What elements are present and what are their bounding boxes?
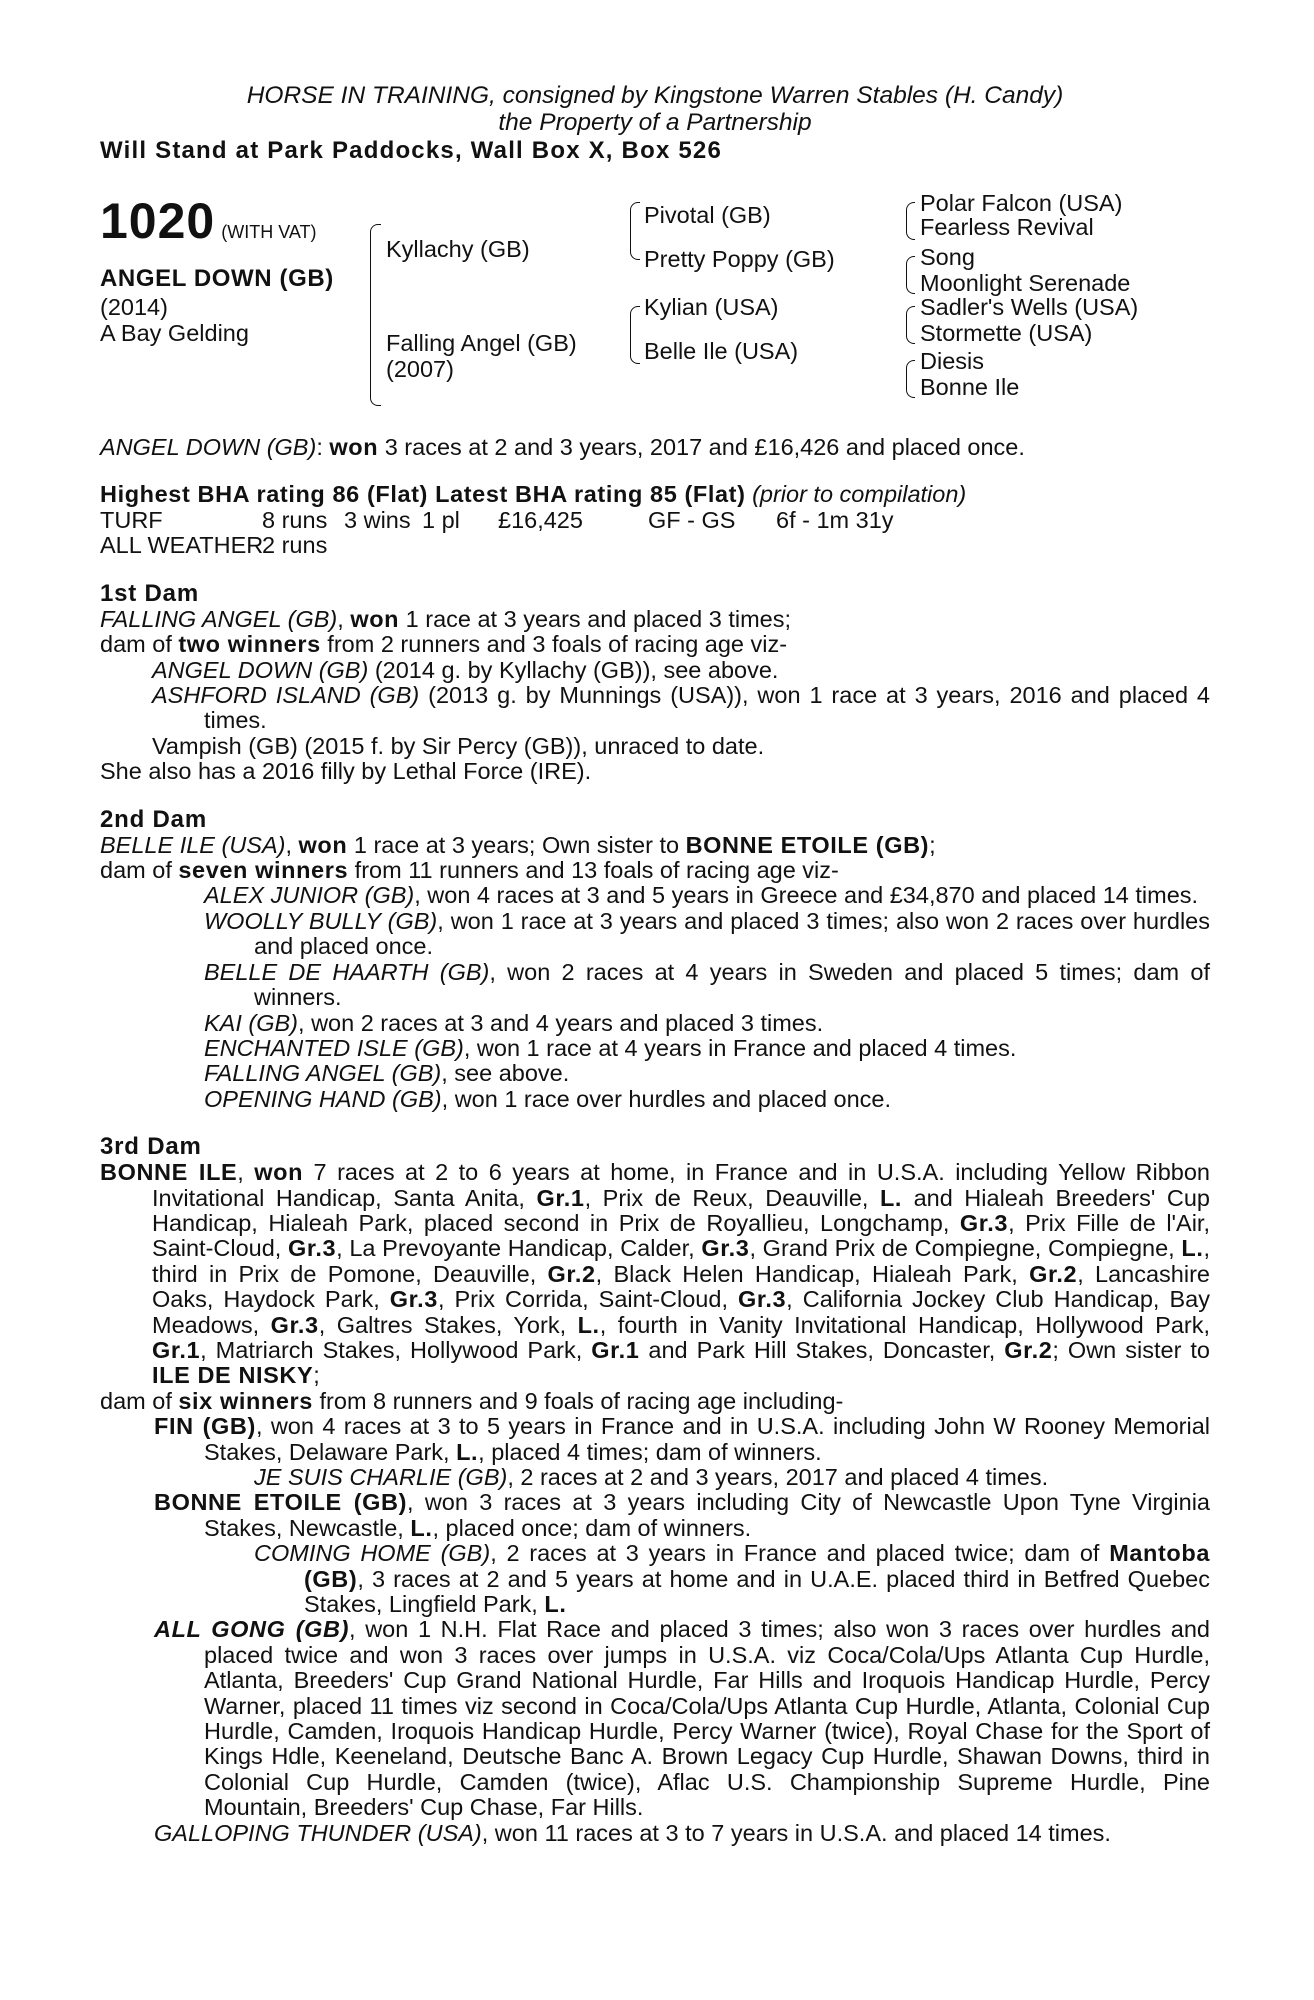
sire-dam: Pretty Poppy (GB) <box>644 246 835 272</box>
third-dam-produce-summary: dam of six winners from 8 runners and 9 foals of racing age including- <box>100 1387 844 1414</box>
turf-going: GF - GS <box>648 506 736 533</box>
brace-gen3-d <box>906 360 915 398</box>
produce-entry: ALL GONG (GB), won 1 N.H. Flat Race and placed 3 times; also won 3 races over hurdles and placed twice and won 3 races over jumps in U.S.A. viz Coca/Cola/Ups Atlanta Cup Hurdle, Atlanta, Breeders' Cup Grand National Hurdle, Far Hills and Iroquois Handicap Hurdle, Percy Warner, placed 11 times viz second in Coca/Cola/Ups Atlanta Cup Hurdle, Atlanta, Colonial Cup Hurdle, Camden, Iroquois Handicap Hurdle, Percy Warner (twice), Royal Chase for the Sport of Kings Hdle, Keeneland, Deutsche Banc A. Brown Legacy Cup Hurdle, Shawan Downs, third in Colonial Cup Hurdle, Camden (twice), Aflac U.S. Championship Supreme Hurdle, Pine Mountain, Breeders' Cup Chase, Far Hills. <box>154 1616 1210 1821</box>
horse-description: A Bay Gelding <box>100 320 249 346</box>
form-stats <box>100 508 1210 559</box>
lot-heading <box>100 193 317 249</box>
vat-note: (WITH VAT) <box>221 222 317 242</box>
brace-gen3-a <box>906 202 915 240</box>
property-line: the Property of a Partnership <box>498 109 812 136</box>
gg-1: Polar Falcon (USA) <box>920 190 1123 216</box>
sire-sire: Pivotal (GB) <box>644 202 771 228</box>
turf-placed: 1 pl <box>422 506 460 533</box>
produce-entry: BELLE DE HAARTH (GB), won 2 races at 4 years in Sweden and placed 5 times; dam of winners. <box>204 958 1210 1011</box>
stand-location-line: Will Stand at Park Paddocks, Wall Box X, Box 526 <box>100 137 722 164</box>
produce-entry: BONNE ETOILE (GB), won 3 races at 3 years including City of Newcastle Upon Tyne Virginia Stakes, Newcastle, L., placed once; dam of winners. <box>154 1489 1210 1541</box>
produce-entry: WOOLLY BULLY (GB), won 1 race at 3 years and placed 3 times; also won 2 races over hurdles and placed once. <box>204 907 1210 960</box>
first-dam-section <box>100 607 1210 785</box>
consignor-line: HORSE IN TRAINING, consigned by Kingstone Warren Stables (H. Candy) <box>246 82 1064 109</box>
third-dam-record: BONNE ILE, won 7 races at 2 to 6 years at home, in France and in U.S.A. including Yellow Ribbon Invitational Handicap, Santa Anita, Gr.1, Prix de Reux, Deauville, L. and Hialeah Breeders' Cup Handicap, Hialeah Park, placed second in Prix de Royallieu, Longchamp, Gr.3, Prix Fille de l'Air, Saint-Cloud, Gr.3, La Prevoyante Handicap, Calder, Gr.3, Grand Prix de Compiegne, Compiegne, L., third in Prix de Pomone, Deauville, Gr.2, Black Helen Handicap, Hialeah Park, Gr.2, Lancashire Oaks, Haydock Park, Gr.3, Prix Corrida, Saint-Cloud, Gr.3, California Jockey Club Handicap, Bay Meadows, Gr.3, Galtres Stakes, York, L., fourth in Vanity Invitational Handicap, Hollywood Park, Gr.1, Matriarch Stakes, Hollywood Park, Gr.1 and Park Hill Stakes, Doncaster, Gr.2; Own sister to ILE DE NISKY; <box>100 1159 1211 1389</box>
dam-dam: Belle Ile (USA) <box>644 338 799 364</box>
bha-rating: Highest BHA rating 86 (Flat) Latest BHA rating 85 (Flat) <box>100 481 746 508</box>
second-dam-produce-summary: dam of seven winners from 11 runners and 13 foals of racing age viz- <box>100 857 839 884</box>
produce-entry: FALLING ANGEL (GB), see above. <box>204 1060 570 1087</box>
produce-note: She also has a 2016 filly by Lethal Force (IRE). <box>100 758 592 785</box>
gg-2: Fearless Revival <box>920 214 1094 240</box>
brace-gen2-dam <box>630 306 640 364</box>
dam: Falling Angel (GB) <box>386 330 577 356</box>
brace-gen3-b <box>906 256 915 294</box>
produce-entry: KAI (GB), won 2 races at 3 and 4 years and placed 3 times. <box>204 1009 824 1036</box>
turf-label: TURF <box>100 506 163 533</box>
produce-entry: ALEX JUNIOR (GB), won 4 races at 3 and 5 years in Greece and £34,870 and placed 14 times. <box>204 882 1199 909</box>
produce-entry: GALLOPING THUNDER (USA), won 11 races at 3 to 7 years in U.S.A. and placed 14 times. <box>154 1819 1111 1846</box>
horse-year: (2014) <box>100 294 168 320</box>
race-summary: ANGEL DOWN (GB): won 3 races at 2 and 3 years, 2017 and £16,426 and placed once. <box>100 434 1025 460</box>
gg-7: Diesis <box>920 348 984 374</box>
second-dam-heading: 2nd Dam <box>100 805 207 833</box>
turf-runs: 8 runs <box>262 506 328 533</box>
first-dam-record: FALLING ANGEL (GB), won 1 race at 3 years and placed 3 times; <box>100 605 791 632</box>
produce-entry: OPENING HAND (GB), won 1 race over hurdles and placed once. <box>204 1085 892 1112</box>
brace-gen2-sire <box>630 202 640 260</box>
second-dam-section <box>100 833 1210 1112</box>
brace-gen1 <box>370 224 381 406</box>
rating-note: (prior to compilation) <box>752 481 967 508</box>
gg-6: Stormette (USA) <box>920 320 1093 346</box>
rating-line <box>100 482 1210 507</box>
grand-produce-entry: JE SUIS CHARLIE (GB), 2 races at 2 and 3 years, 2017 and placed 4 times. <box>254 1464 1049 1490</box>
first-dam-produce-summary: dam of two winners from 2 runners and 3 foals of racing age viz- <box>100 631 788 658</box>
produce-entry: ENCHANTED ISLE (GB), won 1 race at 4 years in France and placed 4 times. <box>204 1034 1017 1061</box>
produce-entry: Vampish (GB) (2015 f. by Sir Percy (GB)), unraced to date. <box>152 732 765 759</box>
lot-number: 1020 <box>100 193 216 249</box>
gg-8: Bonne Ile <box>920 374 1020 400</box>
grand-produce-entry: COMING HOME (GB), 2 races at 3 years in France and placed twice; dam of Mantoba (GB), 3 races at 2 and 5 years at home and in U.A.E. placed third in Betfred Quebec Stakes, Lingfield Park, L. <box>254 1540 1210 1618</box>
won-label: won <box>329 434 379 460</box>
turf-wins: 3 wins <box>344 506 411 533</box>
catalogue-page <box>100 82 1210 1846</box>
produce-entry: ANGEL DOWN (GB) (2014 g. by Kyllachy (GB)), see above. <box>152 656 779 683</box>
all-weather-runs: 2 runs <box>262 531 328 558</box>
third-dam-section <box>100 1160 1210 1846</box>
first-dam-heading: 1st Dam <box>100 579 199 607</box>
horse-name: ANGEL DOWN (GB) <box>100 265 334 292</box>
produce-entry: ASHFORD ISLAND (GB) (2013 g. by Munnings (USA)), won 1 race at 3 years, 2016 and placed 4 times. <box>152 682 1210 734</box>
sire: Kyllachy (GB) <box>386 236 530 262</box>
gg-4: Moonlight Serenade <box>920 270 1131 296</box>
turf-prize-money: £16,425 <box>498 506 583 533</box>
all-weather-label: ALL WEATHER <box>100 531 264 558</box>
gg-5: Sadler's Wells (USA) <box>920 294 1139 320</box>
produce-entry: FIN (GB), won 4 races at 3 to 5 years in France and in U.S.A. including John W Rooney Memorial Stakes, Delaware Park, L., placed 4 times; dam of winners. <box>154 1413 1210 1465</box>
brace-gen3-c <box>906 306 915 344</box>
third-dam-heading: 3rd Dam <box>100 1133 202 1161</box>
dam-sire: Kylian (USA) <box>644 294 779 320</box>
second-dam-record: BELLE ILE (USA), won 1 race at 3 years; Own sister to BONNE ETOILE (GB); <box>100 831 936 858</box>
gg-3: Song <box>920 244 975 270</box>
pedigree-block <box>100 190 1210 429</box>
dam-year: (2007) <box>386 356 454 382</box>
summary-horse-name: ANGEL DOWN (GB) <box>100 434 317 460</box>
turf-distance: 6f - 1m 31y <box>776 506 894 533</box>
